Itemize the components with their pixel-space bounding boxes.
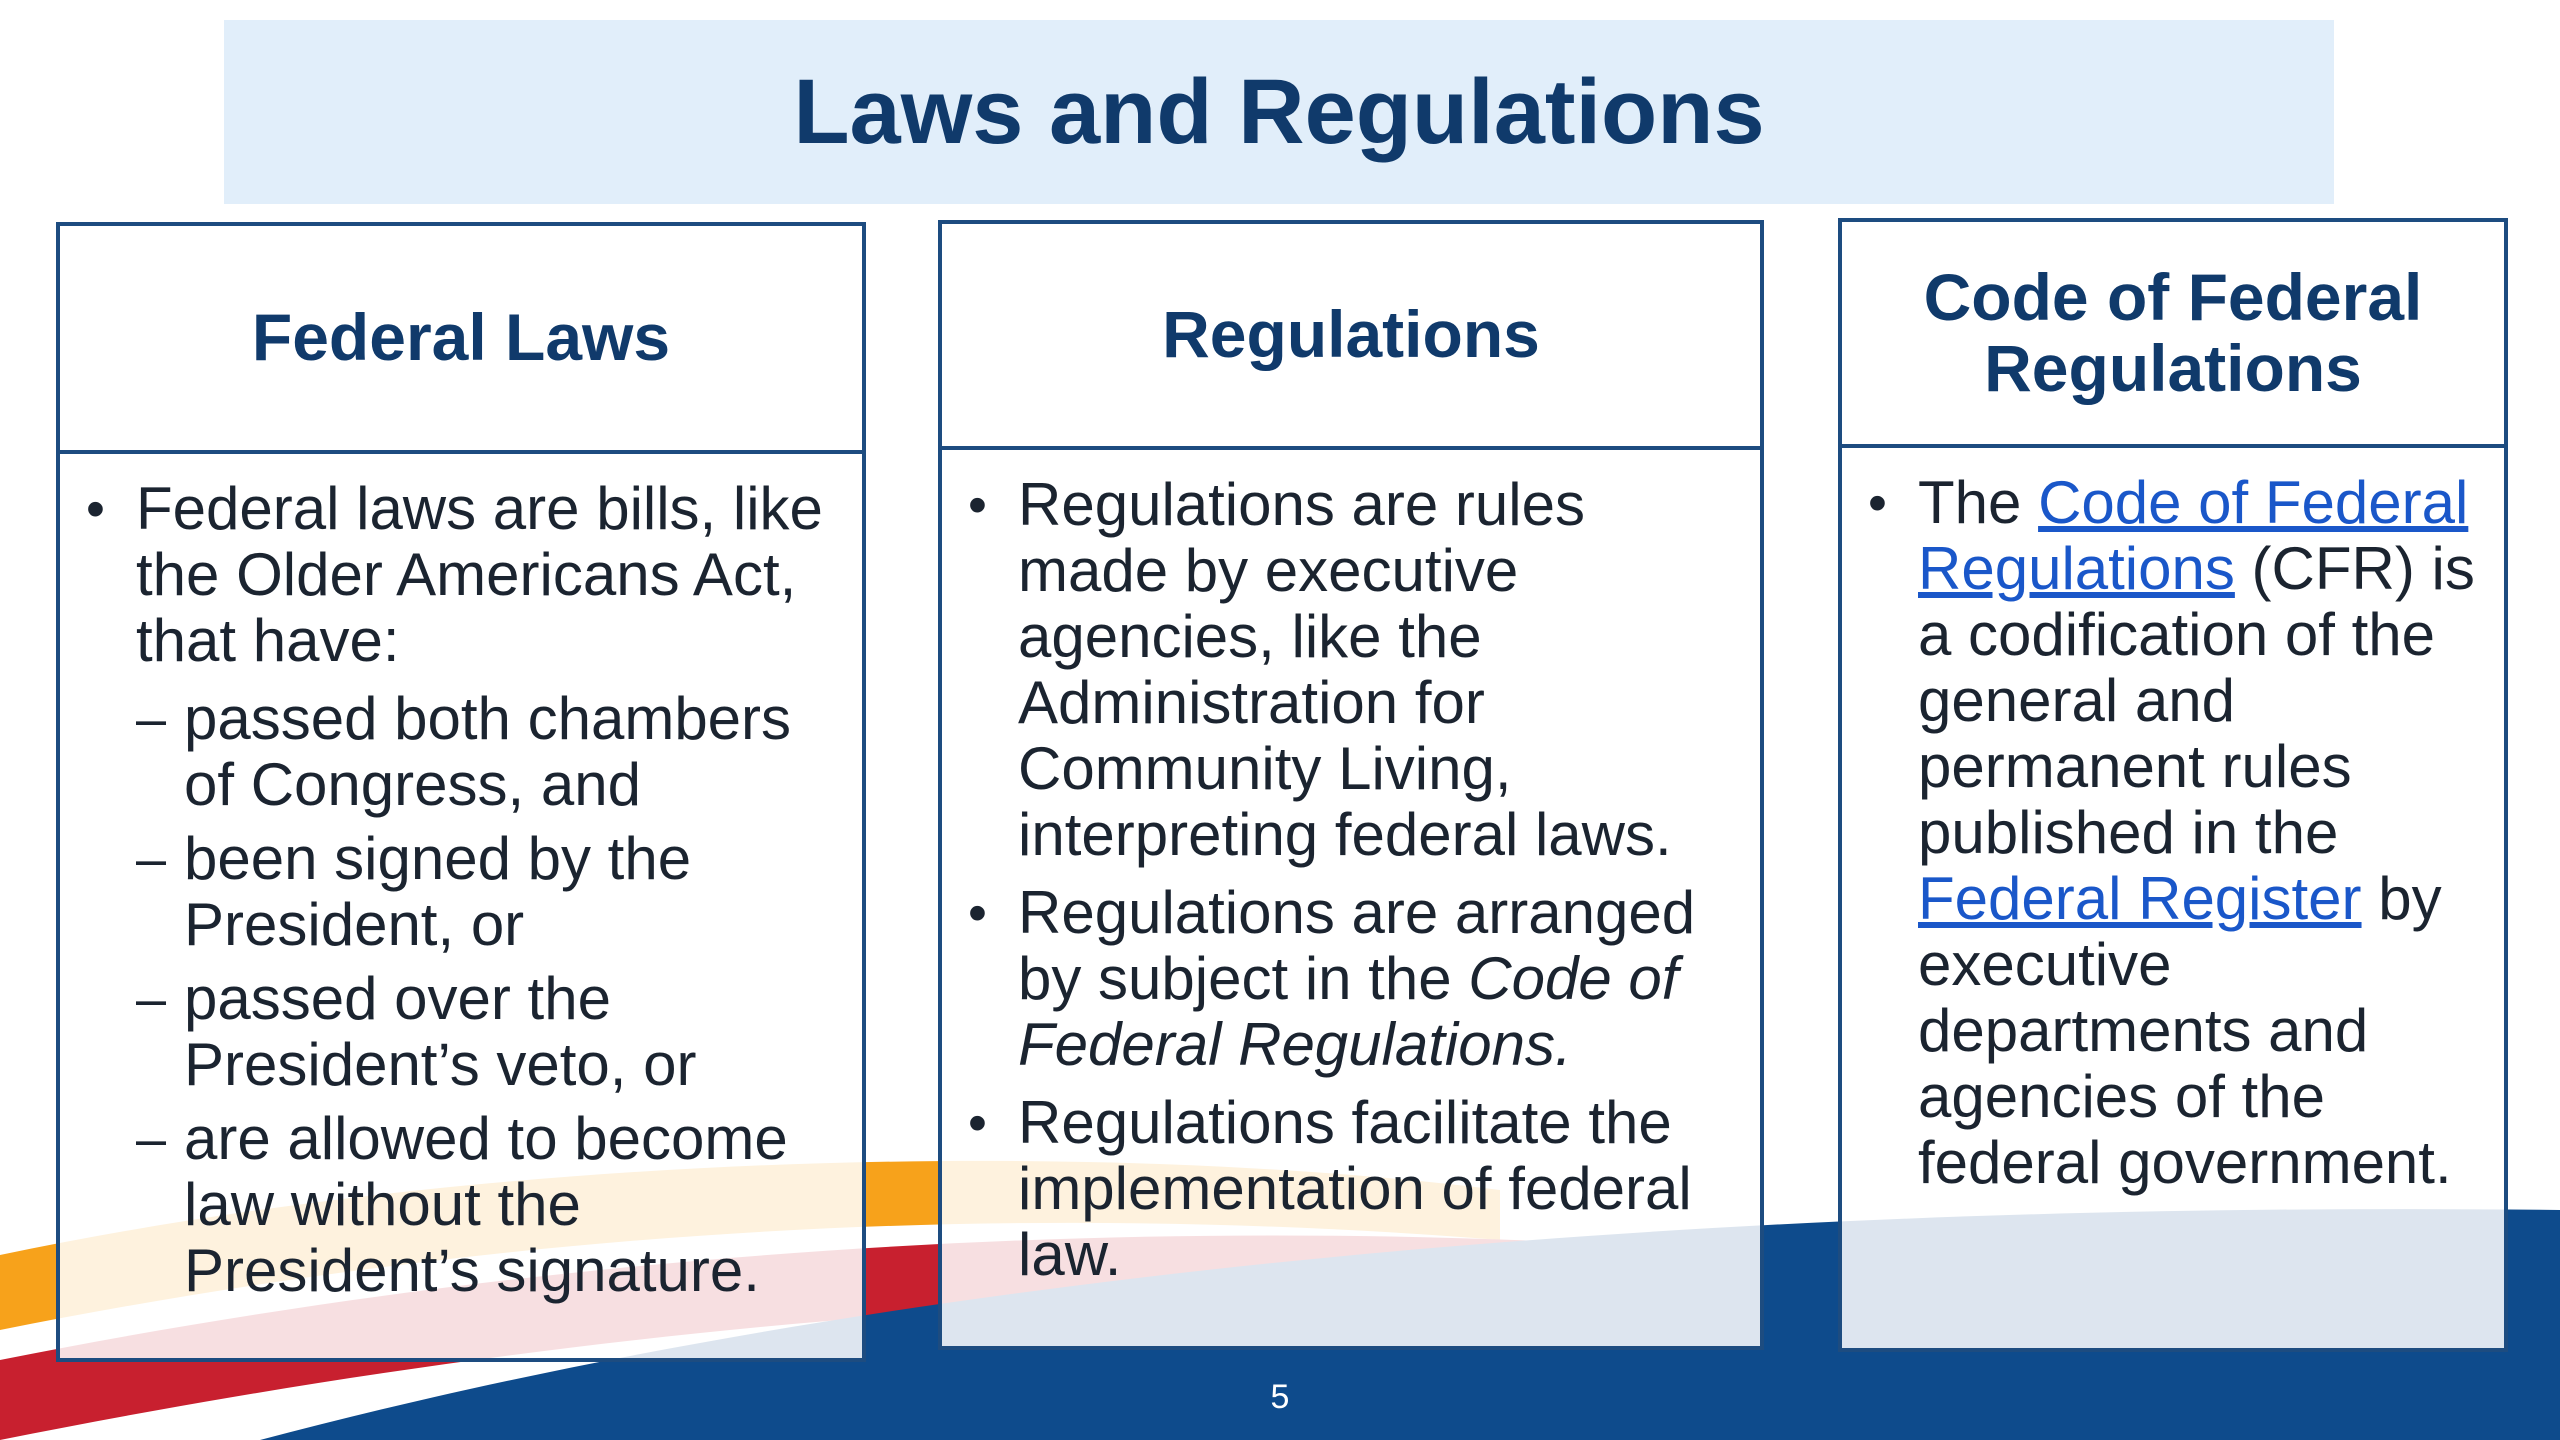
- list-item: [86, 476, 832, 674]
- sub-list-item: [136, 1106, 832, 1304]
- regulations-header: [942, 224, 1760, 450]
- dash-marker: –: [136, 689, 167, 749]
- federal-laws-body: [60, 454, 862, 1358]
- sub-list-item: [136, 686, 832, 818]
- regulations-bullet-2-italic: Code of Federal Regulations.: [1018, 945, 1679, 1078]
- sub-item-text: are allowed to become law without the President’s signature.: [184, 1105, 788, 1304]
- regulations-bullet-1: Regulations are rules made by executive agencies, like the Administration for Community Living, interpreting federal laws.: [1018, 471, 1672, 868]
- page-number: 5: [1270, 1378, 1290, 1416]
- federal-laws-box: [56, 222, 866, 1362]
- bullet-marker: •: [968, 475, 987, 535]
- regulations-heading: Regulations: [1162, 297, 1540, 372]
- cfr-header: [1842, 222, 2504, 448]
- slide-title: Laws and Regulations: [793, 60, 1765, 163]
- dash-marker: –: [136, 829, 167, 889]
- regulations-bullet-3: Regulations facilitate the implementation of federal law.: [1018, 1089, 1692, 1288]
- list-item: [968, 1090, 1730, 1288]
- bullet-marker: •: [1868, 473, 1887, 533]
- bullet-marker: •: [968, 1093, 987, 1153]
- regulations-body: [942, 450, 1760, 1346]
- bullet-marker: •: [86, 479, 105, 539]
- cfr-text-3: by executive departments and agencies of the federal government.: [1918, 865, 2452, 1196]
- regulations-bullet-2: [1018, 880, 1730, 1078]
- list-item: [968, 880, 1730, 1078]
- federal-laws-header: [60, 226, 862, 454]
- sub-list-item: [136, 966, 832, 1098]
- sub-list-item: [136, 826, 832, 958]
- regulations-box: [938, 220, 1764, 1350]
- cfr-text-1: The: [1918, 469, 2039, 536]
- cfr-body: [1842, 448, 2504, 1348]
- bullet-marker: •: [968, 883, 987, 943]
- dash-marker: –: [136, 969, 167, 1029]
- dash-marker: –: [136, 1109, 167, 1169]
- list-item: [1868, 470, 2482, 1196]
- cfr-link[interactable]: Code of Federal Regulations: [1918, 469, 2469, 602]
- list-item: [968, 472, 1730, 868]
- cfr-box: [1838, 218, 2508, 1352]
- cfr-text-2: (CFR) is a codification of the general and permanent rules published in the: [1918, 535, 2475, 866]
- sub-item-text: passed both chambers of Congress, and: [184, 685, 792, 818]
- sub-item-text: been signed by the President, or: [184, 825, 692, 958]
- title-band: [224, 20, 2334, 204]
- federal-laws-intro: Federal laws are bills, like the Older Americans Act, that have:: [136, 475, 823, 674]
- federal-laws-heading: Federal Laws: [251, 300, 671, 375]
- federal-register-link[interactable]: Federal Register: [1918, 865, 2362, 932]
- sub-item-text: passed over the President’s veto, or: [184, 965, 697, 1098]
- cfr-paragraph: [1918, 470, 2482, 1196]
- regulations-bullet-2-text: Regulations are arranged by subject in the: [1018, 879, 1696, 1012]
- cfr-heading: Code of Federal Regulations: [1923, 259, 2423, 405]
